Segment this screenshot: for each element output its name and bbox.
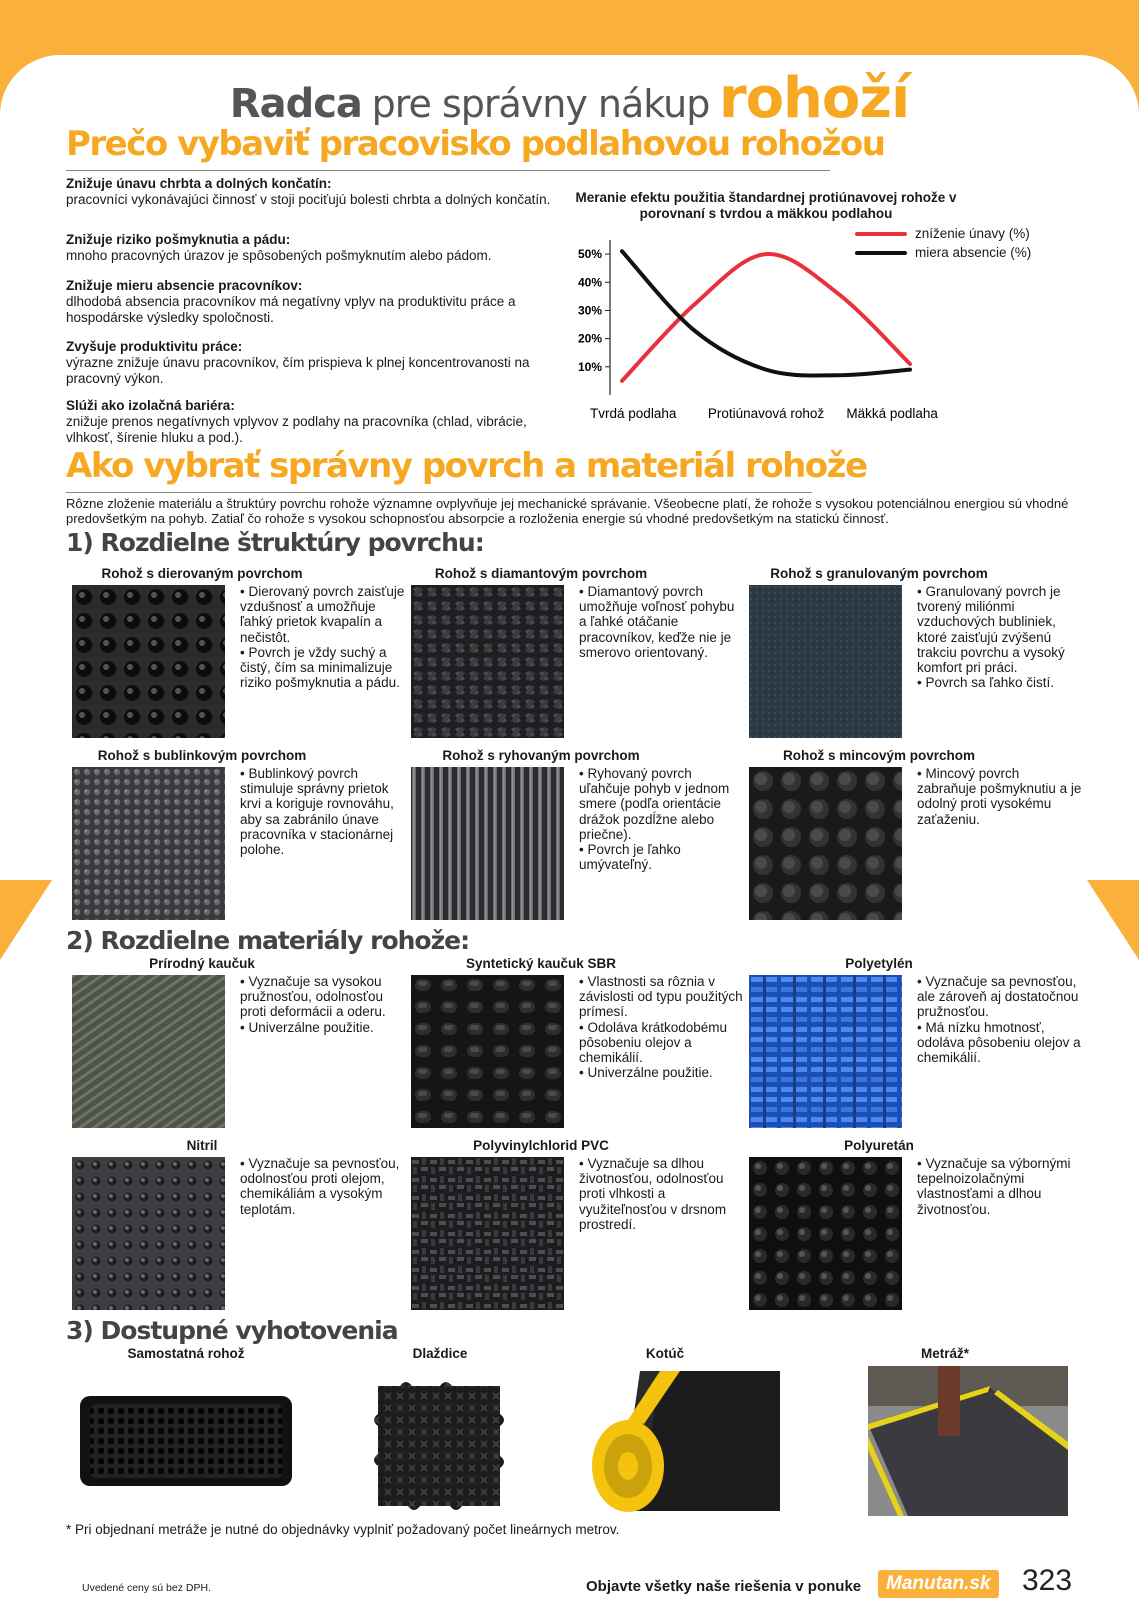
y-tick-label: 30% xyxy=(577,303,602,318)
structure-image xyxy=(72,767,225,920)
benefit-item xyxy=(66,398,556,446)
version-title: Metráž* xyxy=(920,1346,969,1361)
material-image xyxy=(411,975,564,1128)
material-title: Nitril xyxy=(186,1138,218,1153)
title-part1: Radca xyxy=(229,81,362,127)
legend-label: zníženie únavy (%) xyxy=(915,226,1030,241)
structure-description: • Diamantový povrch umožňuje voľnosť pohybu a ľahké otáčanie pracovníkov, keďže nie je smerovo orientovaný. xyxy=(579,584,735,660)
series-line-absence xyxy=(622,251,910,375)
material-description: • Vyznačuje sa pevnosťou, ale zároveň aj dostatočnou pružnosťou. • Má nízku hmotnosť, odoláva pôsobeniu olejov a chemikálií. xyxy=(917,974,1081,1066)
running-metre-image xyxy=(868,1366,1068,1516)
benefit-item xyxy=(66,278,556,339)
benefit-text: výrazne znižuje únavu pracovníkov, čím prispieva k plnej koncentrovanosti na pracovný výkon. xyxy=(66,355,530,386)
material-title: Polyuretán xyxy=(844,1138,914,1153)
right-orange-corner xyxy=(1087,880,1139,960)
versions-title: 3) Dostupné vyhotovenia xyxy=(66,1316,398,1345)
series-line-fatigue xyxy=(622,254,910,381)
y-tick-label: 50% xyxy=(577,247,602,262)
version-title: Dlaždice xyxy=(412,1346,468,1361)
y-tick-label: 40% xyxy=(577,275,602,290)
benefit-text: znižuje prenos negatívnych vplyvov z podlahy na pracovníka (chlad, vibrácie, vlhkosť, šírenie hluku a pod.). xyxy=(66,414,527,445)
legend-label: miera absencie (%) xyxy=(915,245,1032,260)
footer-price-note: Uvedené ceny sú bez DPH. xyxy=(82,1582,211,1594)
material-title: Prírodný kaučuk xyxy=(149,956,255,971)
material-title: Syntetický kaučuk SBR xyxy=(465,956,617,971)
benefit-title: Slúži ako izolačná bariéra: xyxy=(66,398,235,413)
structure-description: • Bublinkový povrch stimuluje správny prietok krvi a koriguje rovnováhu, aby sa zabránilo únave pracovníka v stacionárnej polohe. xyxy=(240,766,394,858)
structure-title: Rohož s mincovým povrchom xyxy=(782,748,976,763)
material-image xyxy=(749,1157,902,1310)
structure-description: • Granulovaný povrch je tvorený miliónmi vzduchových bubliniek, ktoré zaisťujú zvýšenú trakciu povrchu a vysoký komfort pri práci. • Povrch sa ľahko čistí. xyxy=(917,584,1065,691)
section2-rule xyxy=(66,492,812,493)
material-image xyxy=(411,1157,564,1310)
y-tick-label: 20% xyxy=(577,331,602,346)
benefit-text: pracovníci vykonávajúci činnosť v stoji pociťujú bolesti chrbta a dolných končatín. xyxy=(66,192,551,207)
benefit-item xyxy=(66,232,556,278)
material-title: Polyetylén xyxy=(845,956,913,971)
benefit-title: Zvyšuje produktivitu práce: xyxy=(66,339,243,354)
material-description: • Vyznačuje sa výbornými tepelnoizolačnými vlastnosťami a dlhou životnosťou. xyxy=(917,1156,1071,1217)
benefit-text: mnoho pracovných úrazov je spôsobených pošmyknutím alebo pádom. xyxy=(66,248,492,263)
left-orange-corner xyxy=(0,880,52,960)
section1-title: Prečo vybaviť pracovisko podlahovou rohožou xyxy=(66,124,885,164)
footer-promo-text: Objavte všetky naše riešenia v ponuke xyxy=(586,1578,862,1595)
materials-title: 2) Rozdielne materiály rohože: xyxy=(66,926,470,955)
brand-logo[interactable]: Manutan.sk xyxy=(878,1570,999,1598)
material-description: • Vyznačuje sa dlhou životnosťou, odolnosťou proti vlhkosti a využiteľnosťou v drsnom prostredí. xyxy=(579,1156,727,1232)
line-chart xyxy=(560,230,950,425)
x-category-label: Protiúnavová rohož xyxy=(707,406,825,421)
structure-image xyxy=(411,585,564,738)
benefit-title: Znižuje mieru absencie pracovníkov: xyxy=(66,278,303,293)
benefit-item xyxy=(66,339,556,398)
version-title: Kotúč xyxy=(645,1346,685,1361)
version-title: Samostatná rohož xyxy=(127,1346,245,1361)
material-title: Polyvinylchlorid PVC xyxy=(473,1138,609,1153)
structure-description: • Ryhovaný povrch uľahčuje pohyb v jednom smere (podľa orientácie drážok pozdĺžne alebo priečne). • Povrch je ľahko umývateľný. xyxy=(579,766,730,873)
material-description: • Vlastnosti sa rôznia v závislosti od typu použitých prímesí. • Odoláva krátkodobému pôsobeniu olejov a chemikálií. • Univerzálne použitie. xyxy=(579,974,743,1081)
material-image xyxy=(72,1157,225,1310)
section2-title: Ako vybrať správny povrch a materiál rohože xyxy=(66,446,867,486)
structure-image xyxy=(749,767,902,920)
material-image xyxy=(72,975,225,1128)
structure-title: Rohož s dierovaným povrchom xyxy=(101,566,303,581)
title-part3: rohoží xyxy=(718,66,910,131)
page-title xyxy=(0,66,1139,131)
section1-rule xyxy=(66,170,830,171)
y-tick-label: 10% xyxy=(577,359,602,374)
benefit-title: Znižuje únavu chrbta a dolných končatín: xyxy=(66,176,332,191)
chart-title: Meranie efektu použitia štandardnej protiúnavovej rohože v porovnaní s tvrdou a mäkkou podlahou xyxy=(575,190,957,221)
title-part2: pre správny nákup xyxy=(371,82,710,126)
material-image xyxy=(749,975,902,1128)
structure-description: • Mincový povrch zabraňuje pošmyknutiu a je odolný proti vysokému zaťaženiu. xyxy=(917,766,1082,827)
material-description: • Vyznačuje sa pevnosťou, odolnosťou proti olejom, chemikáliám a vysokým teplotám. xyxy=(240,1156,400,1217)
structures-title: 1) Rozdielne štruktúry povrchu: xyxy=(66,528,484,557)
benefit-text: dlhodobá absencia pracovníkov má negatívny vplyv na produktivitu práce a hospodárske výsledky spoločnosti. xyxy=(66,294,516,325)
structure-title: Rohož s ryhovaným povrchom xyxy=(442,748,640,763)
x-category-label: Mäkká podlaha xyxy=(846,406,938,421)
structure-description: • Dierovaný povrch zaisťuje vzdušnosť a umožňuje ľahký prietok kvapalín a nečistôt. • Povrch je vždy suchý a čistý, čím sa minimalizuje riziko pošmyknutia a pádu. xyxy=(240,584,405,691)
section2-intro: Rôzne zloženie materiálu a štruktúry povrchu rohože významne ovplyvňuje jej mechanické správanie. Všeobecne platí, že rohože s vysokou potenciálnou energiou sú vhodné predovšetkým na pohyb. Zatiaľ čo rohože s vysokou schopnosťou absorpcie a rozloženia energie sú vhodné predovšetkým na statickú činnosť. xyxy=(66,496,1069,526)
benefit-list xyxy=(66,176,556,446)
structure-title: Rohož s diamantovým povrchom xyxy=(434,566,648,581)
structure-image xyxy=(72,585,225,738)
structure-image xyxy=(749,585,902,738)
benefit-item xyxy=(66,176,556,232)
structure-image xyxy=(411,767,564,920)
benefit-title: Znižuje riziko pošmyknutia a pádu: xyxy=(66,232,291,247)
tiles-image xyxy=(370,1366,510,1516)
footnote: * Pri objednaní metráže je nutné do objednávky vyplniť požadovaný počet lineárnych metrov. xyxy=(66,1522,620,1537)
structure-title: Rohož s granulovaným povrchom xyxy=(770,566,988,581)
x-category-label: Tvrdá podlaha xyxy=(590,406,677,421)
structure-title: Rohož s bublinkovým povrchom xyxy=(97,748,307,763)
page-number: 323 xyxy=(1022,1564,1073,1597)
material-description: • Vyznačuje sa vysokou pružnosťou, odolnosťou proti deformácii a oderu. • Univerzálne použitie. xyxy=(240,974,386,1035)
single-mat-image xyxy=(66,1366,306,1516)
roll-image xyxy=(580,1366,780,1516)
